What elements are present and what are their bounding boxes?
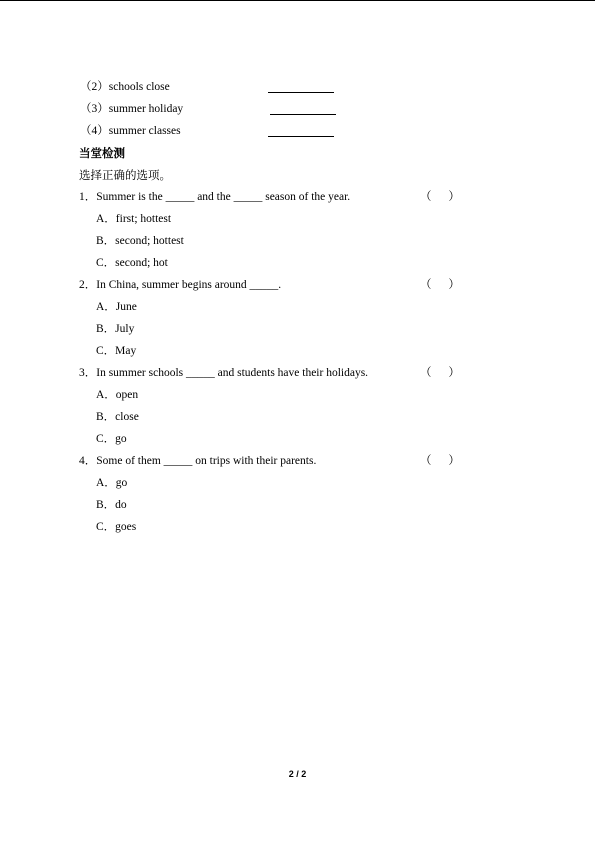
- question-3-option-c: C．go: [96, 433, 127, 445]
- question-2-answer-paren[interactable]: （ ）: [420, 279, 460, 291]
- question-3-answer-paren[interactable]: （ ）: [420, 367, 460, 379]
- question-1-answer-paren[interactable]: （ ）: [420, 191, 460, 203]
- question-4-option-a: A．go: [96, 477, 128, 489]
- question-4-option-b: B．do: [96, 499, 127, 511]
- question-1-option-c: C．second; hot: [96, 257, 168, 269]
- answer-blank-4[interactable]: [268, 136, 334, 137]
- answer-blank-2[interactable]: [268, 92, 334, 93]
- question-2-option-a: A．June: [96, 301, 137, 313]
- section-instruction: 选择正确的选项。: [79, 168, 171, 182]
- vocab-item-3: （3）summer holiday: [80, 103, 184, 115]
- question-4-option-c: C．goes: [96, 521, 137, 533]
- vocab-item-4: （4）summer classes: [80, 125, 181, 137]
- question-4-stem: 4．Some of them _____ on trips with their parents.: [79, 455, 317, 467]
- question-2-option-c: C．May: [96, 345, 137, 357]
- vocab-item-2: （2）schools close: [80, 81, 170, 93]
- question-3-stem: 3．In summer schools _____ and students have their holidays.: [79, 367, 369, 379]
- section-title: 当堂检测: [79, 146, 125, 160]
- question-2-option-b: B．July: [96, 323, 135, 335]
- question-1-option-b: B．second; hottest: [96, 235, 184, 247]
- question-3-option-b: B．close: [96, 411, 139, 423]
- top-border-line: [0, 0, 595, 1]
- question-1-stem: 1．Summer is the _____ and the _____ season of the year.: [79, 191, 351, 203]
- answer-blank-3[interactable]: [270, 114, 336, 115]
- page-number: 2 / 2: [288, 769, 307, 779]
- question-2-stem: 2．In China, summer begins around _____.: [79, 279, 282, 291]
- question-4-answer-paren[interactable]: （ ）: [420, 455, 460, 467]
- question-1-option-a: A．first; hottest: [96, 213, 172, 225]
- question-3-option-a: A．open: [96, 389, 139, 401]
